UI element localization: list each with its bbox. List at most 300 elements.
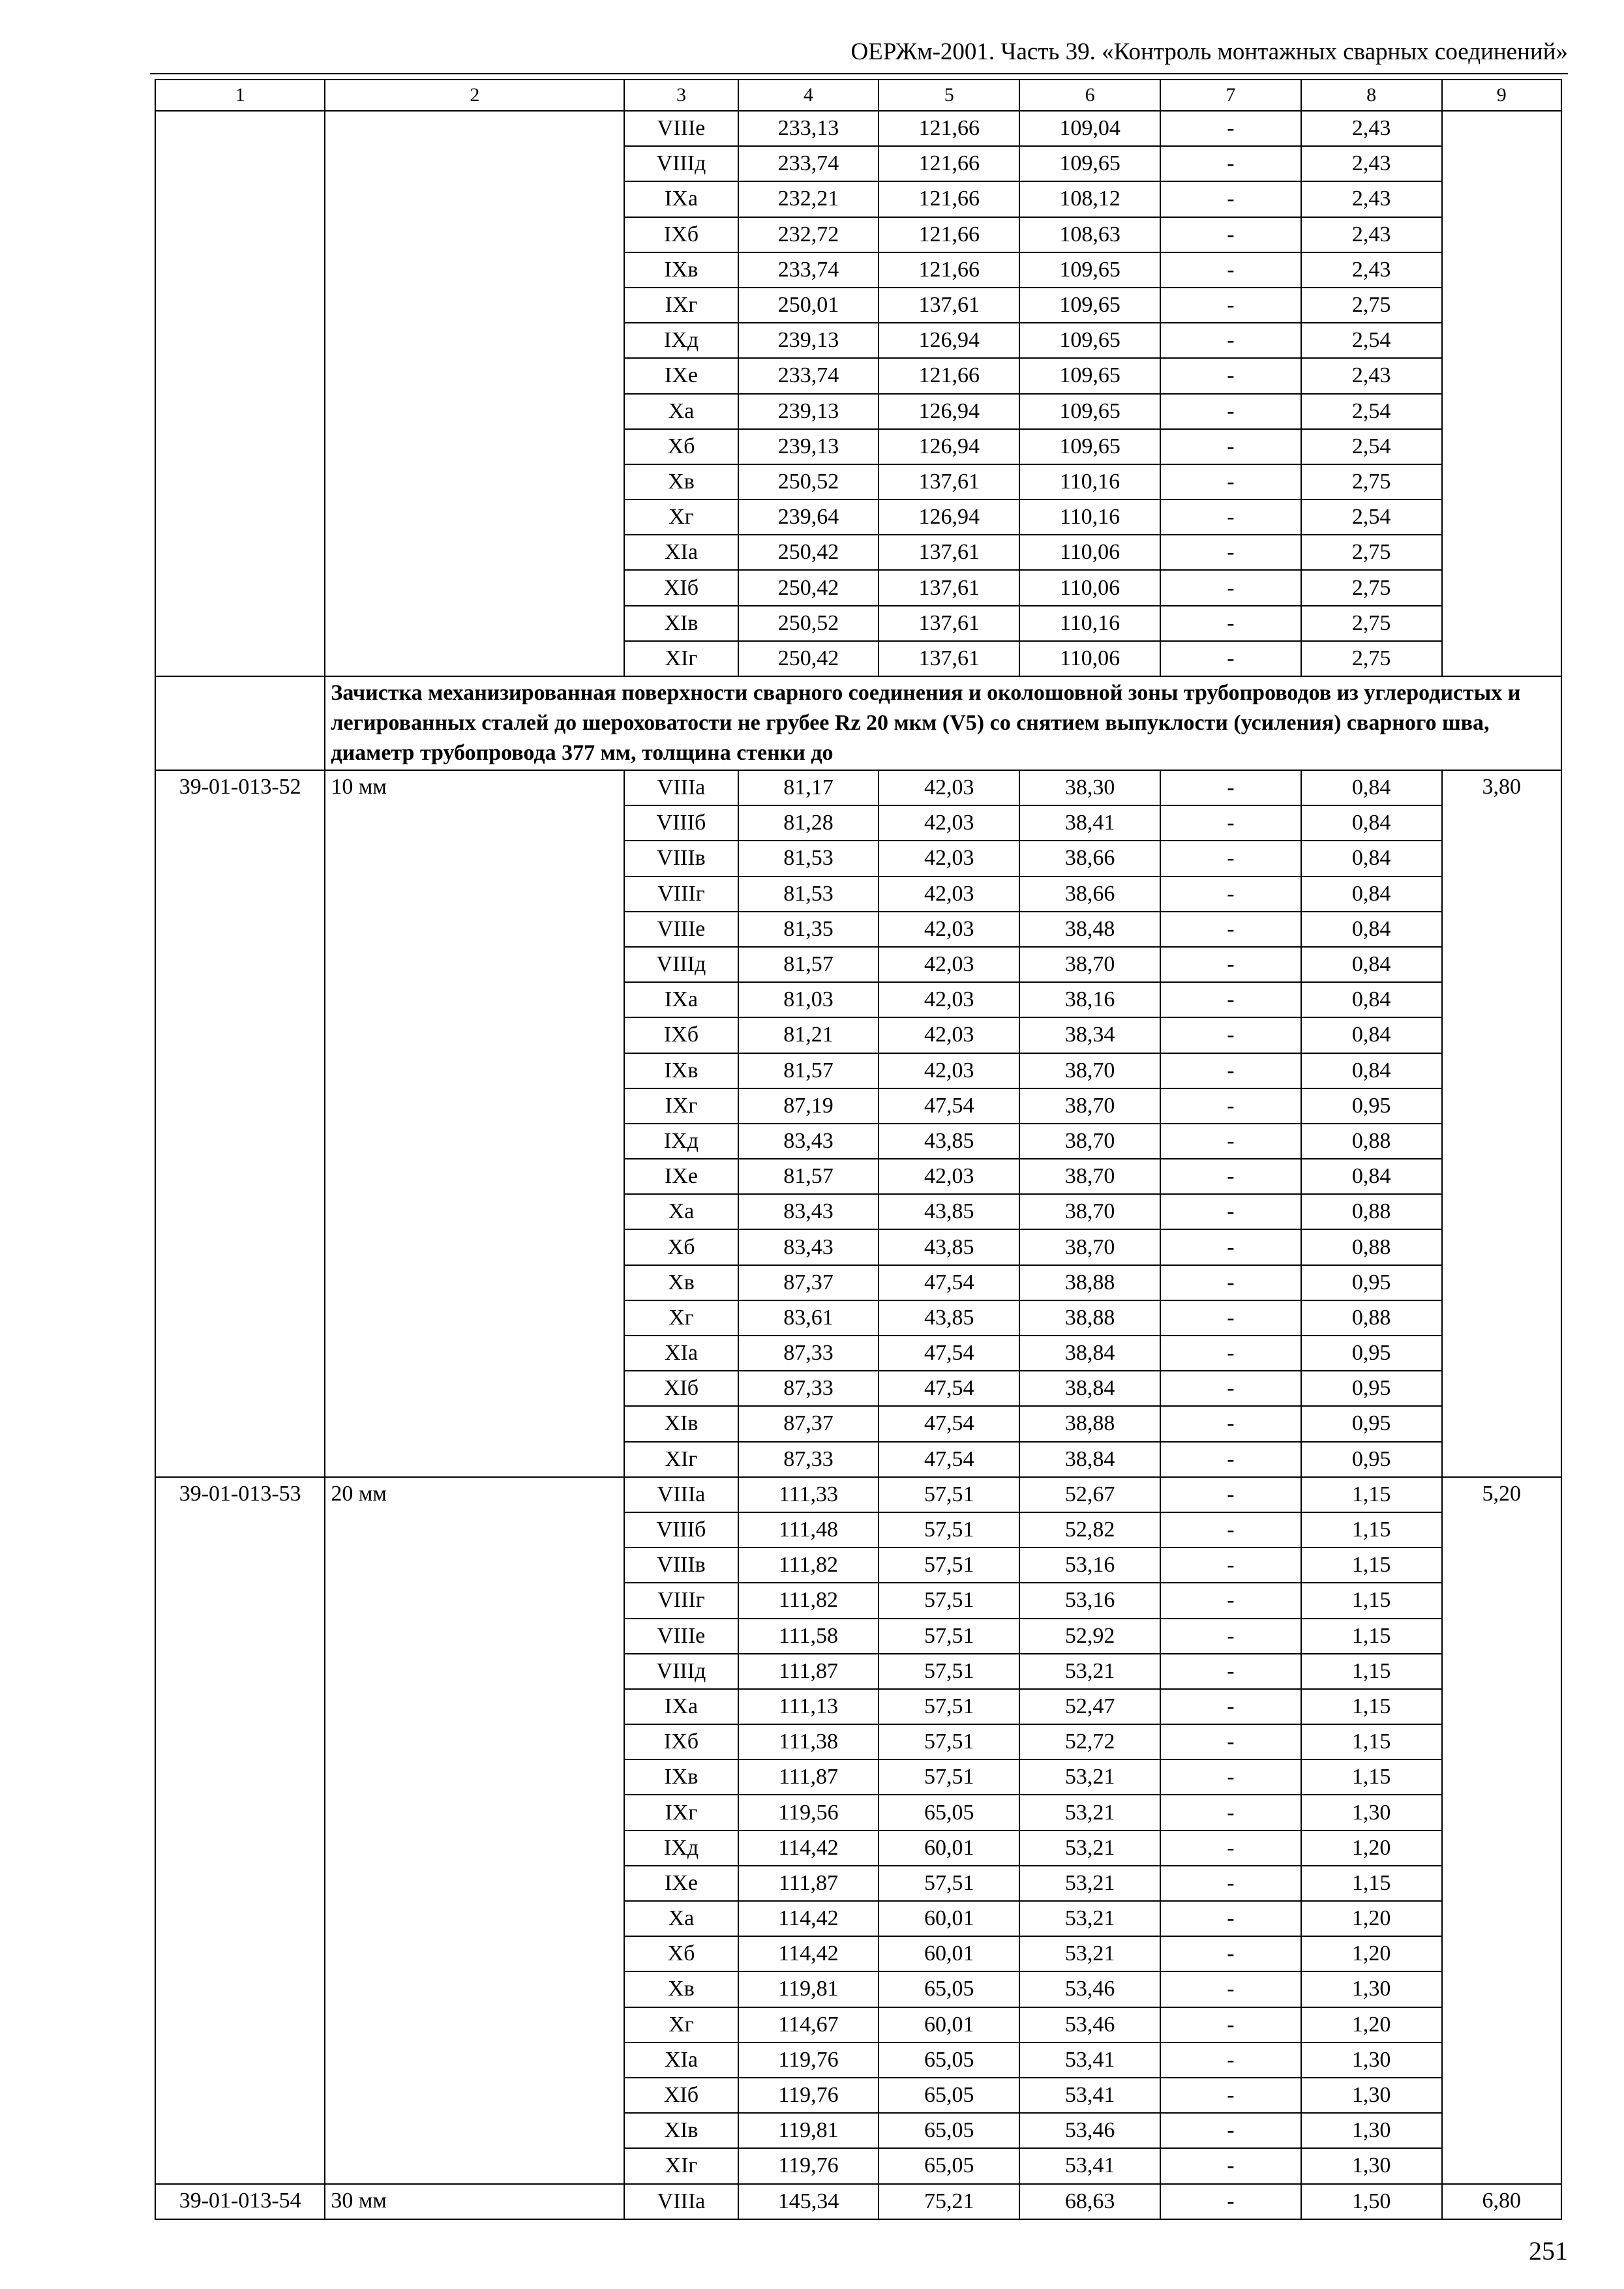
value-cell: 65,05 <box>879 2113 1019 2148</box>
value-cell: 250,42 <box>738 570 879 605</box>
value-cell: 1,20 <box>1301 1936 1442 1971</box>
value-cell: 0,95 <box>1301 1336 1442 1371</box>
code-cell <box>155 111 325 676</box>
value-cell: IXб <box>624 217 738 252</box>
value-cell: 119,81 <box>738 2113 879 2148</box>
value-cell: 1,15 <box>1301 1654 1442 1689</box>
value-cell: 53,21 <box>1019 1759 1160 1795</box>
value-cell: 83,43 <box>738 1124 879 1159</box>
value-cell: 121,66 <box>879 111 1019 146</box>
value-cell: XIг <box>624 641 738 676</box>
value-cell: 42,03 <box>879 912 1019 947</box>
column-number: 4 <box>738 80 879 111</box>
value-cell: 126,94 <box>879 429 1019 464</box>
value-cell: Xв <box>624 464 738 500</box>
value-cell: 110,06 <box>1019 641 1160 676</box>
value-cell: VIIIе <box>624 111 738 146</box>
value-cell: 111,82 <box>738 1583 879 1618</box>
value-cell: 47,54 <box>879 1336 1019 1371</box>
value-cell: - <box>1160 1654 1301 1689</box>
value-cell: - <box>1160 1619 1301 1654</box>
value-cell: Xв <box>624 1265 738 1300</box>
value-cell: VIIIд <box>624 947 738 982</box>
value-cell: 0,95 <box>1301 1371 1442 1406</box>
value-cell: 53,46 <box>1019 2007 1160 2042</box>
value-cell: 2,54 <box>1301 323 1442 358</box>
value-cell: 81,03 <box>738 982 879 1017</box>
value-cell: 114,42 <box>738 1831 879 1866</box>
value-cell: XIб <box>624 570 738 605</box>
value-cell: - <box>1160 2007 1301 2042</box>
value-cell: - <box>1160 181 1301 217</box>
value-cell: 52,72 <box>1019 1724 1160 1759</box>
value-cell: 38,70 <box>1019 1053 1160 1088</box>
value-cell: 111,82 <box>738 1548 879 1583</box>
value-cell: - <box>1160 1194 1301 1229</box>
value-cell: 0,95 <box>1301 1442 1442 1477</box>
value-cell: 109,65 <box>1019 146 1160 181</box>
value-cell: 119,76 <box>738 2078 879 2113</box>
value-cell: 87,37 <box>738 1265 879 1300</box>
value-cell: 47,54 <box>879 1406 1019 1441</box>
value-cell: - <box>1160 1901 1301 1936</box>
value-cell: IXг <box>624 288 738 323</box>
value-cell: 250,01 <box>738 288 879 323</box>
value-cell: - <box>1160 394 1301 429</box>
value-cell: VIIIе <box>624 1619 738 1654</box>
value-cell: 121,66 <box>879 252 1019 288</box>
value-cell: 119,76 <box>738 2148 879 2183</box>
value-cell: 0,84 <box>1301 770 1442 805</box>
wall-thickness: 30 мм <box>325 2184 624 2219</box>
value-cell: 111,87 <box>738 1654 879 1689</box>
value-cell: 57,51 <box>879 1759 1019 1795</box>
value-cell: 65,05 <box>879 2042 1019 2078</box>
value-cell: 232,21 <box>738 181 879 217</box>
value-cell: 65,05 <box>879 1971 1019 2007</box>
value-cell: XIв <box>624 1406 738 1441</box>
value-cell: - <box>1160 947 1301 982</box>
value-cell: 108,63 <box>1019 217 1160 252</box>
col9-value: 6,80 <box>1442 2184 1561 2219</box>
value-cell: 2,43 <box>1301 217 1442 252</box>
value-cell: 57,51 <box>879 1866 1019 1901</box>
value-cell: 233,74 <box>738 252 879 288</box>
value-cell: 53,41 <box>1019 2148 1160 2183</box>
value-cell: 111,33 <box>738 1477 879 1512</box>
value-cell: Xб <box>624 1229 738 1264</box>
section-code-cell <box>155 676 325 770</box>
value-cell: 38,48 <box>1019 912 1160 947</box>
value-cell: 111,13 <box>738 1689 879 1724</box>
rate-code: 39-01-013-54 <box>155 2184 325 2219</box>
value-cell: 2,43 <box>1301 252 1442 288</box>
value-cell: 60,01 <box>879 2007 1019 2042</box>
value-cell: 109,04 <box>1019 111 1160 146</box>
value-cell: 2,54 <box>1301 394 1442 429</box>
value-cell: 52,92 <box>1019 1619 1160 1654</box>
value-cell: 57,51 <box>879 1689 1019 1724</box>
value-cell: VIIIб <box>624 1512 738 1548</box>
value-cell: 38,84 <box>1019 1371 1160 1406</box>
value-cell: 1,20 <box>1301 1831 1442 1866</box>
value-cell: - <box>1160 358 1301 393</box>
value-cell: 87,19 <box>738 1088 879 1124</box>
value-cell: 233,74 <box>738 358 879 393</box>
value-cell: 53,46 <box>1019 1971 1160 2007</box>
value-cell: 43,85 <box>879 1229 1019 1264</box>
value-cell: - <box>1160 2042 1301 2078</box>
value-cell: 38,66 <box>1019 841 1160 876</box>
value-cell: 57,51 <box>879 1619 1019 1654</box>
value-cell: - <box>1160 1371 1301 1406</box>
value-cell: - <box>1160 876 1301 912</box>
value-cell: 65,05 <box>879 2078 1019 2113</box>
value-cell: 250,42 <box>738 641 879 676</box>
value-cell: - <box>1160 1053 1301 1088</box>
value-cell: 38,41 <box>1019 805 1160 841</box>
value-cell: - <box>1160 1336 1301 1371</box>
value-cell: 110,16 <box>1019 500 1160 535</box>
value-cell: 137,61 <box>879 641 1019 676</box>
value-cell: Xа <box>624 394 738 429</box>
value-cell: 42,03 <box>879 982 1019 1017</box>
column-number: 7 <box>1160 80 1301 111</box>
value-cell: 81,53 <box>738 876 879 912</box>
value-cell: 119,56 <box>738 1795 879 1830</box>
value-cell: 38,88 <box>1019 1406 1160 1441</box>
value-cell: 2,75 <box>1301 606 1442 641</box>
value-cell: 81,21 <box>738 1017 879 1053</box>
value-cell: - <box>1160 1512 1301 1548</box>
value-cell: - <box>1160 1548 1301 1583</box>
value-cell: 109,65 <box>1019 288 1160 323</box>
value-cell: IXа <box>624 982 738 1017</box>
value-cell: 1,30 <box>1301 2113 1442 2148</box>
value-cell: VIIIг <box>624 876 738 912</box>
value-cell: 126,94 <box>879 323 1019 358</box>
value-cell: 53,21 <box>1019 1866 1160 1901</box>
value-cell: 0,95 <box>1301 1088 1442 1124</box>
value-cell: IXг <box>624 1088 738 1124</box>
col9-value: 5,20 <box>1442 1477 1561 2184</box>
value-cell: 121,66 <box>879 358 1019 393</box>
value-cell: 1,15 <box>1301 1724 1442 1759</box>
column-number: 9 <box>1442 80 1561 111</box>
value-cell: - <box>1160 429 1301 464</box>
column-number: 6 <box>1019 80 1160 111</box>
value-cell: VIIIд <box>624 1654 738 1689</box>
value-cell: 0,88 <box>1301 1124 1442 1159</box>
value-cell: 38,88 <box>1019 1300 1160 1336</box>
value-cell: 87,33 <box>738 1336 879 1371</box>
value-cell: 137,61 <box>879 288 1019 323</box>
value-cell: 47,54 <box>879 1371 1019 1406</box>
value-cell: 2,43 <box>1301 181 1442 217</box>
value-cell: - <box>1160 1159 1301 1194</box>
value-cell: 233,13 <box>738 111 879 146</box>
value-cell: VIIIв <box>624 1548 738 1583</box>
value-cell: 0,84 <box>1301 912 1442 947</box>
value-cell: 0,84 <box>1301 1017 1442 1053</box>
value-cell: VIIIа <box>624 2184 738 2219</box>
value-cell: 38,70 <box>1019 1088 1160 1124</box>
value-cell: IXд <box>624 1124 738 1159</box>
column-number: 8 <box>1301 80 1442 111</box>
value-cell: 114,42 <box>738 1901 879 1936</box>
value-cell: - <box>1160 146 1301 181</box>
value-cell: 83,61 <box>738 1300 879 1336</box>
value-cell: 43,85 <box>879 1194 1019 1229</box>
value-cell: 137,61 <box>879 570 1019 605</box>
value-cell: 57,51 <box>879 1654 1019 1689</box>
value-cell: 232,72 <box>738 217 879 252</box>
value-cell: - <box>1160 1724 1301 1759</box>
value-cell: Xб <box>624 1936 738 1971</box>
value-cell: - <box>1160 1936 1301 1971</box>
value-cell: Xа <box>624 1194 738 1229</box>
value-cell: IXв <box>624 252 738 288</box>
value-cell: 0,84 <box>1301 1159 1442 1194</box>
value-cell: - <box>1160 2148 1301 2183</box>
column-number-row <box>155 80 1561 111</box>
value-cell: 1,30 <box>1301 1971 1442 2007</box>
value-cell: 81,53 <box>738 841 879 876</box>
table-body <box>155 80 1561 2219</box>
value-cell: 81,28 <box>738 805 879 841</box>
value-cell: XIа <box>624 1336 738 1371</box>
value-cell: 38,70 <box>1019 1124 1160 1159</box>
value-cell: 1,30 <box>1301 2148 1442 2183</box>
value-cell: 239,13 <box>738 323 879 358</box>
value-cell: IXе <box>624 1866 738 1901</box>
value-cell: 0,84 <box>1301 982 1442 1017</box>
value-cell: 0,95 <box>1301 1406 1442 1441</box>
value-cell: 109,65 <box>1019 252 1160 288</box>
value-cell: 239,64 <box>738 500 879 535</box>
value-cell: - <box>1160 912 1301 947</box>
value-cell: 43,85 <box>879 1124 1019 1159</box>
value-cell: 42,03 <box>879 1159 1019 1194</box>
value-cell: Xг <box>624 2007 738 2042</box>
value-cell: - <box>1160 1795 1301 1830</box>
value-cell: 47,54 <box>879 1088 1019 1124</box>
value-cell: 121,66 <box>879 217 1019 252</box>
value-cell: - <box>1160 464 1301 500</box>
value-cell: Xб <box>624 429 738 464</box>
value-cell: 111,87 <box>738 1759 879 1795</box>
value-cell: 111,87 <box>738 1866 879 1901</box>
value-cell: 42,03 <box>879 805 1019 841</box>
value-cell: 68,63 <box>1019 2184 1160 2219</box>
value-cell: - <box>1160 841 1301 876</box>
value-cell: - <box>1160 1583 1301 1618</box>
value-cell: - <box>1160 641 1301 676</box>
value-cell: 239,13 <box>738 429 879 464</box>
value-cell: 53,16 <box>1019 1583 1160 1618</box>
value-cell: 0,88 <box>1301 1229 1442 1264</box>
value-cell: IXа <box>624 1689 738 1724</box>
value-cell: 1,15 <box>1301 1759 1442 1795</box>
value-cell: 2,75 <box>1301 570 1442 605</box>
value-cell: 42,03 <box>879 841 1019 876</box>
value-cell: - <box>1160 1831 1301 1866</box>
value-cell: 110,06 <box>1019 570 1160 605</box>
value-cell: 2,54 <box>1301 429 1442 464</box>
value-cell: 0,84 <box>1301 841 1442 876</box>
value-cell: VIIIд <box>624 146 738 181</box>
value-cell: - <box>1160 111 1301 146</box>
value-cell: - <box>1160 535 1301 570</box>
value-cell: IXв <box>624 1053 738 1088</box>
value-cell: 87,37 <box>738 1406 879 1441</box>
value-cell: 57,51 <box>879 1548 1019 1583</box>
value-cell: XIб <box>624 1371 738 1406</box>
value-cell: 1,15 <box>1301 1512 1442 1548</box>
page-number: 251 <box>1529 2236 1568 2266</box>
value-cell: 57,51 <box>879 1512 1019 1548</box>
value-cell: - <box>1160 2113 1301 2148</box>
rate-code: 39-01-013-53 <box>155 1477 325 2184</box>
value-cell: 119,81 <box>738 1971 879 2007</box>
value-cell: IXд <box>624 1831 738 1866</box>
value-cell: 111,38 <box>738 1724 879 1759</box>
value-cell: 42,03 <box>879 876 1019 912</box>
value-cell: 42,03 <box>879 947 1019 982</box>
value-cell: 250,52 <box>738 606 879 641</box>
value-cell: 1,15 <box>1301 1866 1442 1901</box>
column-number: 2 <box>325 80 624 111</box>
value-cell: - <box>1160 2078 1301 2113</box>
value-cell: XIг <box>624 2148 738 2183</box>
col9-value: 3,80 <box>1442 770 1561 1477</box>
value-cell: 1,50 <box>1301 2184 1442 2219</box>
value-cell: 109,65 <box>1019 429 1160 464</box>
value-cell: 38,70 <box>1019 1159 1160 1194</box>
value-cell: 1,15 <box>1301 1689 1442 1724</box>
value-cell: 81,57 <box>738 1159 879 1194</box>
value-cell: XIв <box>624 2113 738 2148</box>
value-cell: 2,75 <box>1301 464 1442 500</box>
value-cell: 2,75 <box>1301 535 1442 570</box>
value-cell: IXг <box>624 1795 738 1830</box>
value-cell: - <box>1160 1300 1301 1336</box>
value-cell: 81,57 <box>738 947 879 982</box>
value-cell: 239,13 <box>738 394 879 429</box>
value-cell: 38,70 <box>1019 1194 1160 1229</box>
value-cell: XIб <box>624 2078 738 2113</box>
value-cell: - <box>1160 770 1301 805</box>
value-cell: 60,01 <box>879 1901 1019 1936</box>
wall-thickness: 20 мм <box>325 1477 624 2184</box>
value-cell: 87,33 <box>738 1442 879 1477</box>
value-cell: 38,16 <box>1019 982 1160 1017</box>
value-cell: 38,84 <box>1019 1442 1160 1477</box>
value-cell: 38,70 <box>1019 1229 1160 1264</box>
value-cell: 81,57 <box>738 1053 879 1088</box>
value-cell: 109,65 <box>1019 323 1160 358</box>
value-cell: VIIIе <box>624 912 738 947</box>
value-cell: IXб <box>624 1017 738 1053</box>
value-cell: IXе <box>624 358 738 393</box>
value-cell: 65,05 <box>879 2148 1019 2183</box>
value-cell: - <box>1160 1088 1301 1124</box>
value-cell: XIа <box>624 535 738 570</box>
value-cell: 53,41 <box>1019 2078 1160 2113</box>
value-cell: VIIIа <box>624 770 738 805</box>
value-cell: 38,30 <box>1019 770 1160 805</box>
value-cell: - <box>1160 1866 1301 1901</box>
value-cell: 111,48 <box>738 1512 879 1548</box>
value-cell: Xа <box>624 1901 738 1936</box>
value-cell: 87,33 <box>738 1371 879 1406</box>
value-cell: 250,52 <box>738 464 879 500</box>
value-cell: 47,54 <box>879 1442 1019 1477</box>
rates-table <box>155 79 1562 2220</box>
value-cell: - <box>1160 1442 1301 1477</box>
value-cell: 114,67 <box>738 2007 879 2042</box>
value-cell: 137,61 <box>879 464 1019 500</box>
value-cell: 53,21 <box>1019 1795 1160 1830</box>
value-cell: 42,03 <box>879 1017 1019 1053</box>
value-cell: 52,67 <box>1019 1477 1160 1512</box>
value-cell: 65,05 <box>879 1795 1019 1830</box>
rate-code: 39-01-013-52 <box>155 770 325 1477</box>
value-cell: 1,15 <box>1301 1548 1442 1583</box>
table-row <box>155 1477 1561 1512</box>
value-cell: - <box>1160 1759 1301 1795</box>
value-cell: 57,51 <box>879 1724 1019 1759</box>
value-cell: 57,51 <box>879 1583 1019 1618</box>
value-cell: 1,20 <box>1301 1901 1442 1936</box>
value-cell: - <box>1160 323 1301 358</box>
column-number: 3 <box>624 80 738 111</box>
value-cell: - <box>1160 1265 1301 1300</box>
value-cell: 75,21 <box>879 2184 1019 2219</box>
value-cell: 1,15 <box>1301 1619 1442 1654</box>
value-cell: XIг <box>624 1442 738 1477</box>
value-cell: 126,94 <box>879 394 1019 429</box>
value-cell: 110,06 <box>1019 535 1160 570</box>
value-cell: 110,16 <box>1019 464 1160 500</box>
value-cell: 83,43 <box>738 1194 879 1229</box>
value-cell: 52,82 <box>1019 1512 1160 1548</box>
value-cell: - <box>1160 500 1301 535</box>
value-cell: 60,01 <box>879 1831 1019 1866</box>
column-number: 5 <box>879 80 1019 111</box>
value-cell: 2,75 <box>1301 288 1442 323</box>
value-cell: - <box>1160 252 1301 288</box>
col9-cell <box>1442 111 1561 676</box>
value-cell: 38,66 <box>1019 876 1160 912</box>
value-cell: XIв <box>624 606 738 641</box>
value-cell: 42,03 <box>879 1053 1019 1088</box>
value-cell: 250,42 <box>738 535 879 570</box>
value-cell: 145,34 <box>738 2184 879 2219</box>
value-cell: 137,61 <box>879 535 1019 570</box>
value-cell: 0,88 <box>1301 1194 1442 1229</box>
value-cell: - <box>1160 1477 1301 1512</box>
value-cell: 53,46 <box>1019 2113 1160 2148</box>
value-cell: 114,42 <box>738 1936 879 1971</box>
value-cell: 42,03 <box>879 770 1019 805</box>
value-cell: VIIIв <box>624 841 738 876</box>
value-cell: 0,84 <box>1301 947 1442 982</box>
value-cell: 38,84 <box>1019 1336 1160 1371</box>
value-cell: 2,43 <box>1301 146 1442 181</box>
value-cell: 81,17 <box>738 770 879 805</box>
value-cell: VIIIа <box>624 1477 738 1512</box>
